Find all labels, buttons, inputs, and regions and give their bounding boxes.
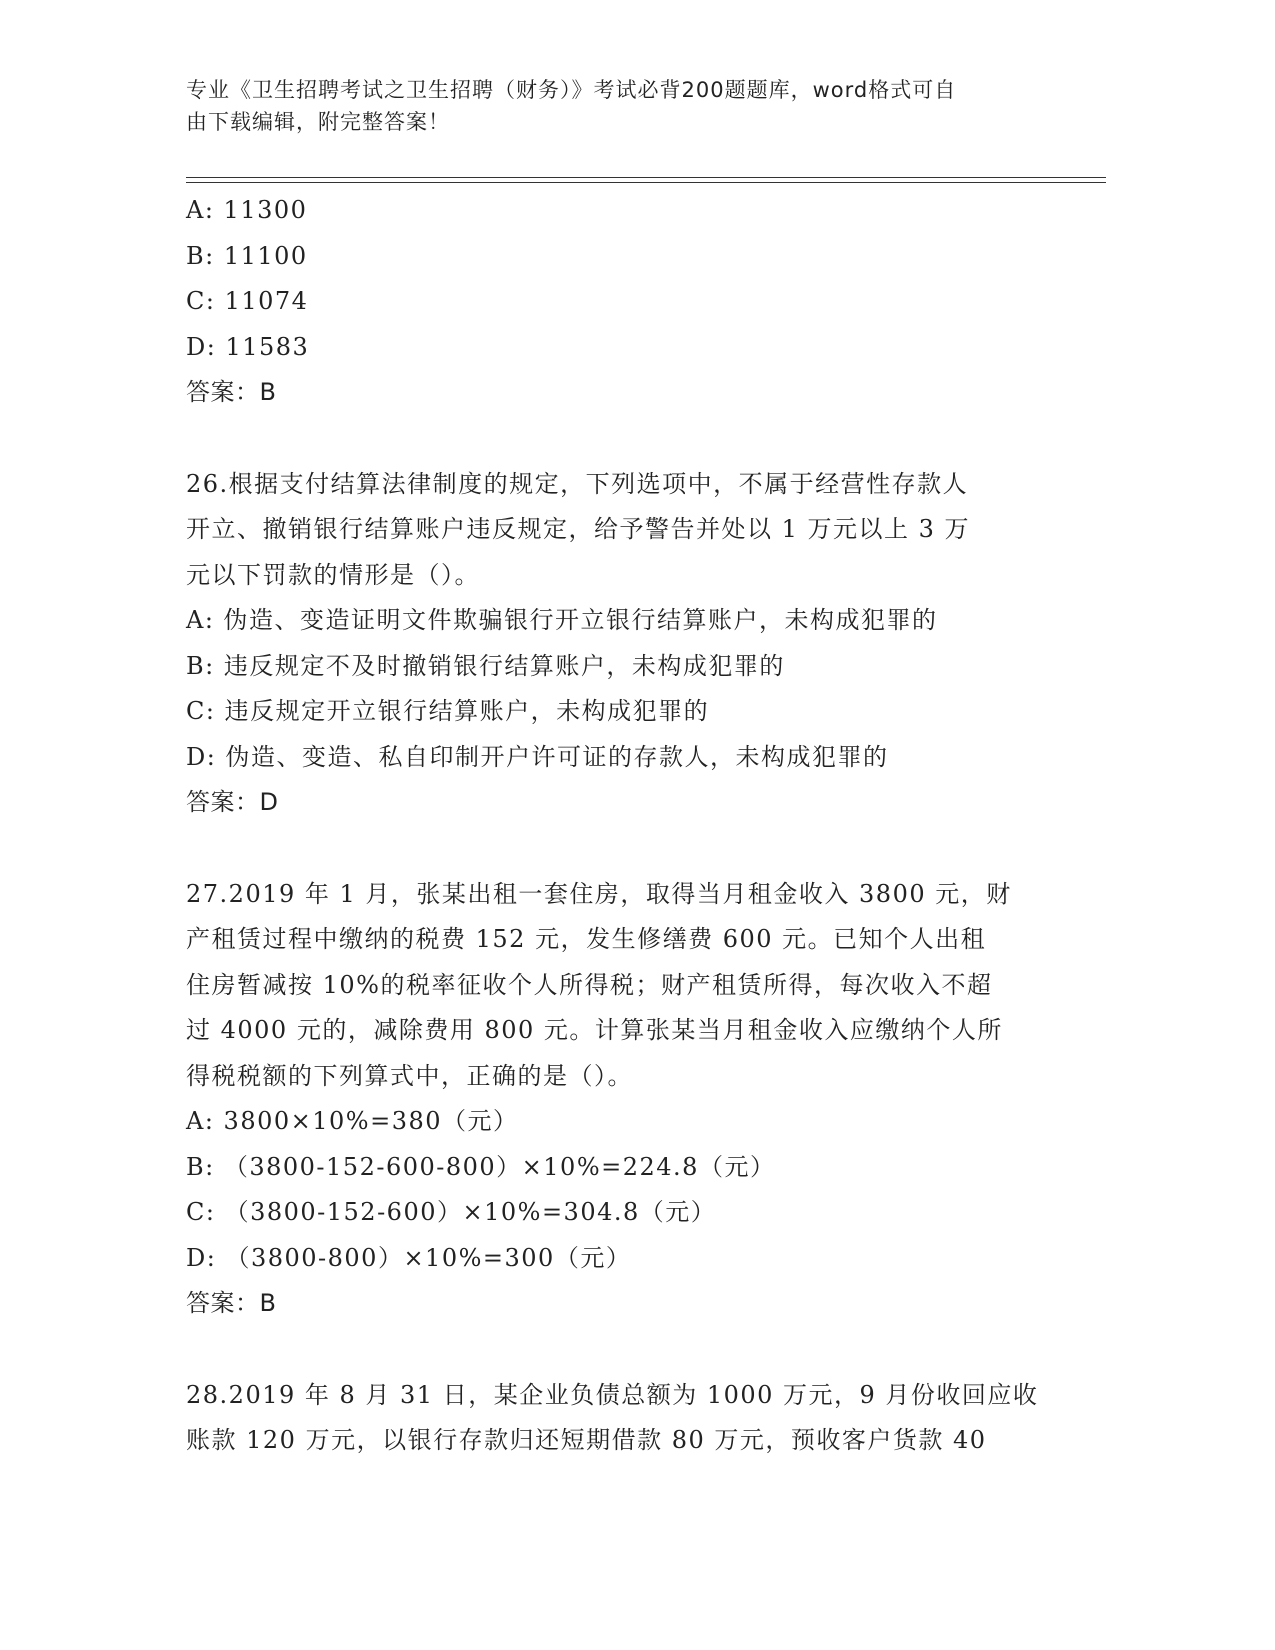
question-27 <box>186 872 1066 1327</box>
option-d: D: （3800-800）×10%=300（元） <box>186 1243 632 1272</box>
option-c: C: （3800-152-600）×10%=304.8（元） <box>186 1198 717 1226</box>
question-28 <box>186 1373 1066 1464</box>
option-c: C: 违反规定开立银行结算账户，未构成犯罪的 <box>186 697 710 725</box>
question-stem-line: 得税税额的下列算式中，正确的是（）。 <box>186 1061 633 1090</box>
option-d: D: 11583 <box>186 332 310 361</box>
question-stem-line: 28.2019 年 8 月 31 日，某企业负债总额为 1000 万元，9 月份收回应收 <box>186 1380 1039 1409</box>
header-line-2: 由下载编辑，附完整答案！ <box>186 110 450 134</box>
question-stem-line: 住房暂减按 10%的税率征收个人所得税；财产租赁所得，每次收入不超 <box>186 970 993 999</box>
question-stem-line: 27.2019 年 1 月，张某出租一套住房，取得当月租金收入 3800 元，财 <box>186 879 1012 908</box>
option-b: B: （3800-152-600-800）×10%=224.8（元） <box>186 1152 776 1181</box>
option-b: B: 违反规定不及时撤销银行结算账户，未构成犯罪的 <box>186 651 785 680</box>
option-a: A: 3800×10%=380（元） <box>186 1107 519 1135</box>
document-header <box>186 74 1046 138</box>
option-a: A: 11300 <box>186 196 308 224</box>
question-stem-line: 账款 120 万元，以银行存款归还短期借款 80 万元，预收客户货款 40 <box>186 1426 987 1454</box>
question-stem-line: 产租赁过程中缴纳的税费 152 元，发生修缮费 600 元。已知个人出租 <box>186 925 987 953</box>
question-list <box>186 188 1066 1464</box>
option-d: D: 伪造、变造、私自印制开户许可证的存款人，未构成犯罪的 <box>186 742 889 771</box>
question-26 <box>186 462 1066 826</box>
question-stem-line: 26.根据支付结算法律制度的规定，下列选项中，不属于经营性存款人 <box>186 469 969 498</box>
option-a: A: 伪造、变造证明文件欺骗银行开立银行结算账户，未构成犯罪的 <box>186 606 938 634</box>
question-stem-line: 开立、撤销银行结算账户违反规定，给予警告并处以 1 万元以上 3 万 <box>186 515 971 543</box>
answer: 答案：B <box>186 378 277 406</box>
header-divider <box>186 177 1106 183</box>
question-stem-line: 元以下罚款的情形是（）。 <box>186 560 480 589</box>
question-stem-line: 过 4000 元的，减除费用 800 元。计算张某当月租金收入应缴纳个人所 <box>186 1016 1003 1044</box>
option-c: C: 11074 <box>186 287 309 315</box>
answer: 答案：D <box>186 788 279 816</box>
option-b: B: 11100 <box>186 241 308 270</box>
answer: 答案：B <box>186 1289 277 1317</box>
question-25 <box>186 188 1066 416</box>
header-line-1: 专业《卫生招聘考试之卫生招聘（财务）》考试必背200题题库，word格式可自 <box>186 78 957 102</box>
